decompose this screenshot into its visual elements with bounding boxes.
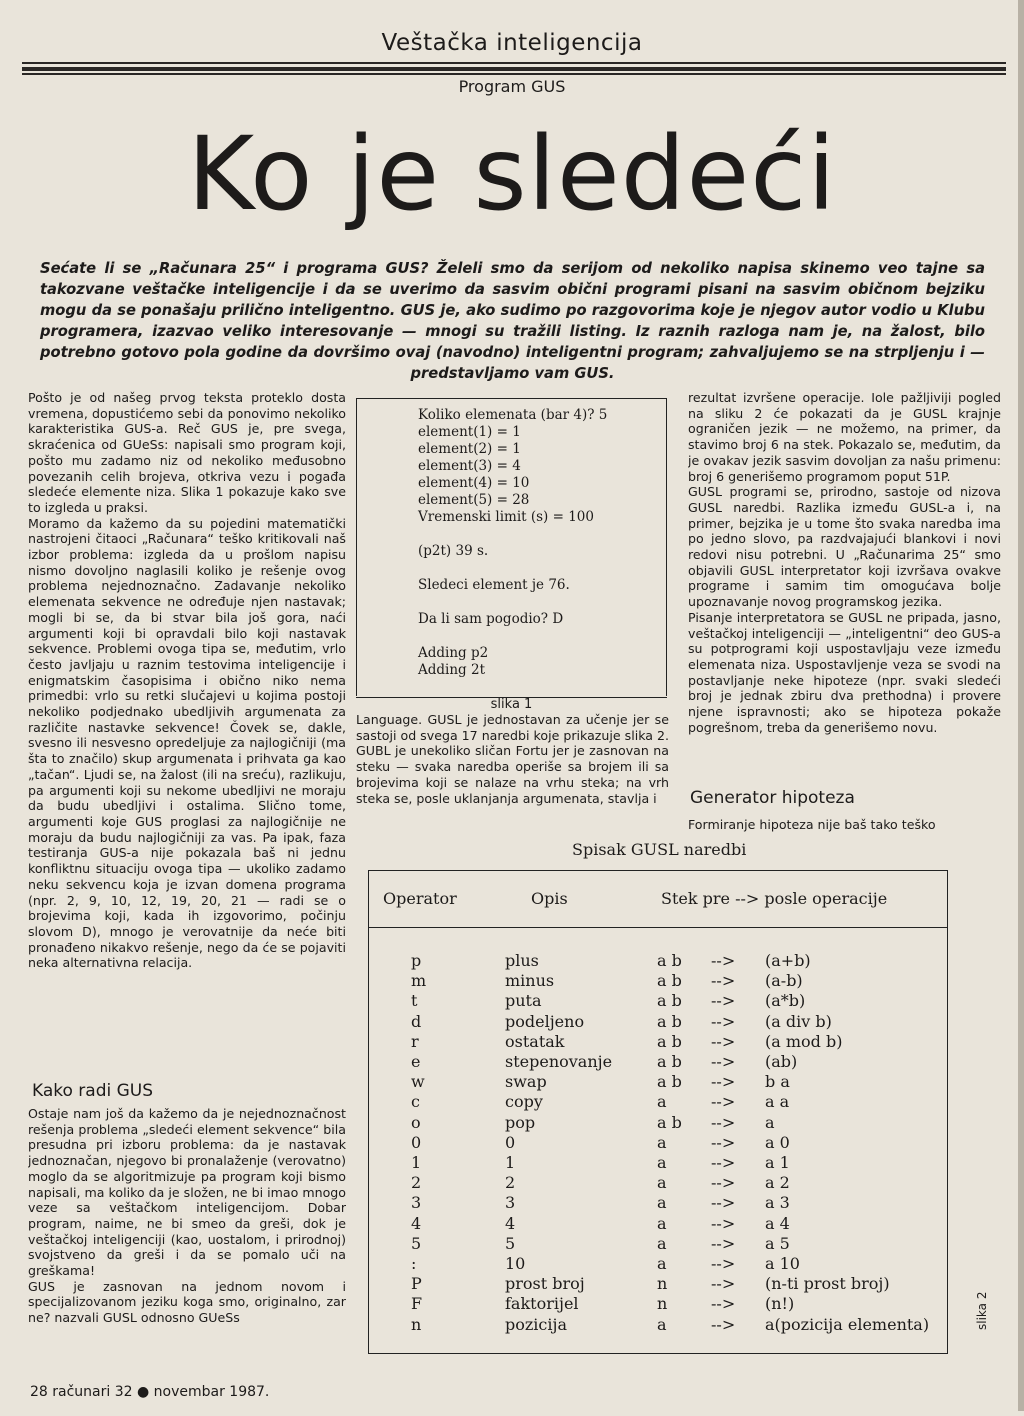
figure-1-line bbox=[418, 560, 667, 577]
figure-1-left-border bbox=[356, 398, 357, 696]
table-row bbox=[369, 1214, 947, 1234]
cell-opis: copy bbox=[505, 1092, 543, 1112]
cell-arrow: --> bbox=[711, 1254, 736, 1273]
cell-stack-before: a b bbox=[657, 951, 682, 970]
cell-arrow: --> bbox=[711, 1193, 736, 1213]
cell-opis: faktorijel bbox=[505, 1294, 579, 1314]
table-caption: Spisak GUSL naredbi bbox=[572, 840, 747, 859]
cell-operator: w bbox=[411, 1072, 425, 1092]
cell-opis: pozicija bbox=[505, 1314, 567, 1334]
table-row bbox=[369, 1294, 947, 1314]
cell-stack-after: a(pozicija elementa) bbox=[765, 1314, 930, 1334]
cell-stack-before: a bbox=[657, 1132, 667, 1152]
cell-arrow: --> bbox=[711, 1011, 736, 1031]
table-header-separator bbox=[369, 927, 947, 928]
cell-stack-before: n bbox=[657, 1274, 668, 1294]
figure-1-line bbox=[418, 594, 667, 611]
cell-operator: P bbox=[411, 1274, 422, 1294]
table-row bbox=[369, 971, 947, 991]
cell-stack-before: a bbox=[657, 1092, 667, 1112]
table-row bbox=[369, 951, 947, 971]
header-rule-top bbox=[22, 62, 1006, 64]
cell-opis: 2 bbox=[505, 1173, 516, 1193]
table-row bbox=[369, 1254, 947, 1274]
figure-1-caption: slika 1 bbox=[490, 697, 533, 712]
cell-opis: 10 bbox=[505, 1254, 526, 1273]
cell-operator: d bbox=[411, 1011, 422, 1031]
cell-stack-after: (a mod b) bbox=[765, 1031, 843, 1051]
figure-1-line: Sledeci element je 76. bbox=[418, 577, 570, 593]
figure-1-line: element(2) = 1 bbox=[418, 441, 521, 457]
table-row bbox=[369, 1133, 947, 1153]
table-row bbox=[369, 1274, 947, 1294]
cell-opis: prost broj bbox=[505, 1274, 585, 1294]
cell-stack-after: a 4 bbox=[765, 1213, 790, 1233]
cell-opis: ostatak bbox=[505, 1031, 565, 1051]
cell-stack-before: a b bbox=[657, 1011, 682, 1031]
cell-arrow: --> bbox=[711, 991, 736, 1011]
table-row bbox=[369, 1092, 947, 1112]
body-column-1-continued: Ostaje nam još da kažemo da je nejednoznačnost rešenja problema „sledeći element sekvence“ bila presudna pri izboru problema: da je nastavak jednoznačan, njegovo bi pronalaženje (verovatno) moglo da se algoritmizuje pa program koji bismo napisali, ma koliko da je složen, ne bi imao mnogo veze sa veštačkom inteligencijom. Dobar program, naime, ne bi smeo da greši, dok je veštačkoj inteligenciji (kao, uostalom, i prirodnoj) svojstveno da greši i da se pomalo uči na greškama! GUS je zasnovan na jednom novom i specijalizovanom jeziku koga smo, originalno, zar ne? nazvali GUSL odnosno GUeSs bbox=[28, 1106, 346, 1326]
cell-stack-after: (a+b) bbox=[765, 951, 811, 970]
cell-stack-after: b a bbox=[765, 1072, 790, 1092]
cell-stack-before: n bbox=[657, 1294, 668, 1314]
program-subtitle: Program GUS bbox=[458, 77, 566, 96]
cell-operator: 5 bbox=[411, 1233, 422, 1253]
cell-arrow: --> bbox=[711, 1173, 736, 1193]
cell-opis: puta bbox=[505, 991, 542, 1011]
cell-stack-before: a bbox=[657, 1193, 667, 1213]
cell-operator: 0 bbox=[411, 1132, 422, 1152]
figure-1-line: element(5) = 28 bbox=[418, 492, 530, 508]
cell-opis: stepenovanje bbox=[505, 1052, 613, 1071]
cell-stack-after: (a-b) bbox=[765, 971, 803, 991]
cell-arrow: --> bbox=[711, 1153, 736, 1172]
cell-stack-after: a a bbox=[765, 1092, 790, 1112]
cell-stack-before: a b bbox=[657, 1031, 682, 1051]
figure-1-line bbox=[418, 526, 667, 543]
cell-stack-before: a bbox=[657, 1233, 667, 1253]
cell-opis: 1 bbox=[505, 1153, 516, 1172]
figure-1-line: Da li sam pogodio? D bbox=[418, 611, 564, 627]
cell-arrow: --> bbox=[711, 1072, 736, 1092]
cell-arrow: --> bbox=[711, 1092, 736, 1112]
body-column-3: rezultat izvršene operacije. Iole pažljiviji pogled na sliku 2 će pokazati da je GUSL krajnje ograničen jezik — ne možemo, na primer, da stavimo broj 6 na stek. Pokazalo se, međutim, da je ovakav jezik sasvim dovoljan za našu primenu: broj 6 generišemo programom poput 51P. GUSL programi se, prirodno, sastoje od nizova GUSL naredbi. Razlika između GUSL-a i, na primer, bejzika je u tome što svaka naredba ima po jedno slovo, pa razdvajajući blankovi i novi redovi nisu potrebni. U „Računarima 25“ smo objavili GUSL interpretator koji izvršava ovakve programe i samim tim omogućava bolje upoznavanje novog programskog jezika. Pisanje interpretatora se GUSL ne pripada, jasno, veštačkoj inteligenciji — „inteligentni“ deo GUS-a su potprogrami koji uspostavljaju veze između elemenata niza. Uspostavljenje veza se svodi na postavljanje neke hipoteze (npr. svaki sledeći broj je jednak zbiru dva prethodna) i provere njene ispravnosti; ako se hipoteza pokaže pogrešnom, treba da generišemo novu. bbox=[688, 390, 1001, 735]
cell-operator: e bbox=[411, 1052, 421, 1071]
page-footer: 28 računari 32 ● novembar 1987. bbox=[30, 1384, 270, 1400]
body-column-1: Pošto je od našeg prvog teksta proteklo dosta vremena, dopustićemo sebi da ponovimo nekoliko karakteristika GUS-a. Reč GUS je, pre svega, skraćenica od GUeSs: napisali smo program koji, pošto mu zadamo niz od nekoliko međusobno povezanih celih brojeva, otkriva vezu i pogađa sledeće elemente niza. Slika 1 pokazuje kako sve to izgleda u praksi. Moramo da kažemo da su pojedini matematički nastrojeni čitaoci „Računara“ teško kritikovali naš izbor problema: izgleda da u prošlom napisu nismo dovoljno naglasili koliko je rešenje ovog problema nejednoznačno. Zadavanje nekoliko elemenata sekvence ne određuje njen nastavak; mogli bi se, da bi stvar bila još gora, naći argumenti koji bi opravdali bilo koji nastavak sekvence. Problemi ovoga tipa se, međutim, vrlo često javljaju u raznim testovima inteligencije i enigmatskim časopisima i obično niko nema primedbi: vrlo su retki slučajevi u kojima postoji nekoliko podjednako ubedljivih argumenata za različite nastavke sekvence! Čovek se, dakle, svesno ili nesvesno opredeljuje za najlogičniji (ma šta to značilo) skup argumenata i prihvata ga kao „tačan“. Ljudi se, na žalost (ili na sreću), razlikuju, pa argumenti koji su nekome ubedljivi ne moraju da budu ubedljivi i ostalima. Slično tome, argumenti koje GUS proglasi za najlogičnije ne moraju da budu najlogičniji za vas. Pa ipak, faza testiranja GUS-a nije pokazala baš ni jednu konfliktnu situaciju ovoga tipa — ukoliko zadamo neku sekvencu koja je izvan domena programa (npr. 2, 9, 10, 12, 19, 20, 21 — radi se o brojevima koji, kada ih izgovorimo, počinju slovom D), mnogo je verovatnije da neće biti pronađeno nikakvo rešenje, nego da će se pojaviti neka alternativna relacija. bbox=[28, 390, 346, 971]
cell-arrow: --> bbox=[711, 1314, 736, 1334]
cell-stack-after: a bbox=[765, 1112, 775, 1132]
table-header-stek: Stek pre --> posle operacije bbox=[661, 889, 888, 908]
cell-stack-before: a b bbox=[657, 971, 682, 991]
article-title: Ko je sledeći bbox=[187, 115, 837, 234]
figure-1-right-border bbox=[666, 398, 667, 696]
table-header-operator: Operator bbox=[383, 889, 457, 908]
cell-stack-after: a 1 bbox=[765, 1153, 790, 1172]
cell-opis: podeljeno bbox=[505, 1011, 585, 1031]
table-row bbox=[369, 1193, 947, 1213]
cell-opis: pop bbox=[505, 1112, 536, 1132]
cell-operator: r bbox=[411, 1031, 419, 1051]
cell-arrow: --> bbox=[711, 1052, 736, 1071]
cell-operator: 1 bbox=[411, 1153, 422, 1172]
figure-1-line: Adding p2 bbox=[418, 645, 489, 661]
cell-opis: minus bbox=[505, 971, 555, 991]
cell-arrow: --> bbox=[711, 1294, 736, 1314]
body-column-2: Language. GUSL je jednostavan za učenje jer se sastoji od svega 17 naredbi koje prikazuje slika 2. GUBL je unekoliko sličan Fortu jer je zasnovan na steku — svaka naredba operiše sa brojem ili sa brojevima koji se nalaze na vrhu steka; na vrh steka se, posle uklanjanja argumenata, stavlja i bbox=[356, 712, 669, 806]
section-heading-generator: Generator hipoteza bbox=[690, 788, 855, 808]
cell-stack-before: a bbox=[657, 1314, 667, 1334]
cell-stack-before: a bbox=[657, 1153, 667, 1172]
cell-operator: 4 bbox=[411, 1213, 422, 1233]
cell-operator: c bbox=[411, 1092, 420, 1112]
table-row bbox=[369, 1052, 947, 1072]
cell-opis: plus bbox=[505, 951, 539, 970]
cell-stack-after: a 5 bbox=[765, 1233, 790, 1253]
table-row bbox=[369, 1315, 947, 1335]
table-row bbox=[369, 991, 947, 1011]
cell-arrow: --> bbox=[711, 951, 736, 970]
figure-1-line: Koliko elemenata (bar 4)? 5 bbox=[418, 407, 608, 423]
cell-arrow: --> bbox=[711, 1233, 736, 1253]
cell-stack-before: a bbox=[657, 1173, 667, 1193]
cell-operator: : bbox=[411, 1254, 417, 1273]
figure-2-label: slika 2 bbox=[975, 1291, 989, 1330]
table-row bbox=[369, 1173, 947, 1193]
cell-operator: n bbox=[411, 1314, 422, 1334]
header-rule-bottom bbox=[22, 73, 1006, 75]
cell-stack-after: a 2 bbox=[765, 1173, 790, 1193]
intro-paragraph: Sećate li se „Računara 25“ i programa GUS? Želeli smo da serijom od nekoliko napisa skinemo veo tajne sa takozvane veštačke inteligencije i da se uverimo da sasvim obični programi pisani na sasvim običnom bejziku mogu da se ponašaju prilično inteligentno. GUS je, ako sudimo po razgovorima koje je njegov autor vodio u Klubu programera, izazvao veliko interesovanje — mnogi su tražili listing. Iz raznih razloga nam je, na žalost, bilo potrebno gotovo pola godine da dovršimo ovaj (navodno) inteligentni program; zahvaljujemo se na strpljenju i — predstavljamo vam GUS. bbox=[40, 260, 985, 382]
cell-arrow: --> bbox=[711, 1132, 736, 1152]
cell-stack-after: (n!) bbox=[765, 1294, 795, 1314]
header-rule-thick bbox=[22, 67, 1006, 71]
cell-arrow: --> bbox=[711, 1031, 736, 1051]
cell-stack-after: a 3 bbox=[765, 1193, 790, 1213]
cell-arrow: --> bbox=[711, 971, 736, 991]
cell-operator: t bbox=[411, 991, 418, 1011]
body-column-3-continued: Formiranje hipoteza nije baš tako teško bbox=[688, 817, 936, 832]
table-row bbox=[369, 1153, 947, 1173]
cell-stack-after: (n-ti prost broj) bbox=[765, 1274, 890, 1294]
cell-opis: 5 bbox=[505, 1233, 516, 1253]
cell-stack-after: (a*b) bbox=[765, 991, 806, 1011]
figure-1-line: element(4) = 10 bbox=[418, 475, 530, 491]
cell-operator: m bbox=[411, 971, 427, 991]
cell-stack-after: a 10 bbox=[765, 1254, 800, 1273]
figure-1-line: (p2t) 39 s. bbox=[418, 543, 489, 559]
cell-operator: p bbox=[411, 951, 422, 970]
gusl-commands-table bbox=[368, 870, 948, 1354]
cell-opis: 0 bbox=[505, 1132, 516, 1152]
cell-opis: 4 bbox=[505, 1213, 516, 1233]
figure-1-line: Adding 2t bbox=[418, 662, 485, 678]
cell-opis: swap bbox=[505, 1072, 547, 1092]
cell-stack-before: a b bbox=[657, 1112, 682, 1132]
table-row bbox=[369, 1234, 947, 1254]
cell-stack-after: (ab) bbox=[765, 1052, 798, 1071]
table-row bbox=[369, 1032, 947, 1052]
cell-stack-before: a b bbox=[657, 1072, 682, 1092]
section-title: Veštačka inteligencija bbox=[381, 30, 643, 56]
cell-stack-after: a 0 bbox=[765, 1132, 790, 1152]
table-row bbox=[369, 1113, 947, 1133]
cell-operator: o bbox=[411, 1112, 421, 1132]
cell-operator: 3 bbox=[411, 1193, 422, 1213]
cell-stack-before: a bbox=[657, 1254, 667, 1273]
cell-arrow: --> bbox=[711, 1213, 736, 1233]
figure-1-line: Vremenski limit (s) = 100 bbox=[418, 509, 594, 525]
figure-1-line: element(1) = 1 bbox=[418, 424, 521, 440]
cell-operator: 2 bbox=[411, 1173, 422, 1193]
table-row bbox=[369, 1012, 947, 1032]
cell-opis: 3 bbox=[505, 1193, 516, 1213]
cell-stack-before: a bbox=[657, 1213, 667, 1233]
cell-stack-before: a b bbox=[657, 991, 682, 1011]
figure-1-line bbox=[418, 628, 667, 645]
cell-arrow: --> bbox=[711, 1112, 736, 1132]
table-header-opis: Opis bbox=[531, 889, 568, 908]
table-row bbox=[369, 1072, 947, 1092]
cell-arrow: --> bbox=[711, 1274, 736, 1294]
cell-stack-before: a b bbox=[657, 1052, 682, 1071]
figure-1-output bbox=[356, 398, 667, 698]
cell-operator: F bbox=[411, 1294, 423, 1314]
section-heading-kako-radi: Kako radi GUS bbox=[32, 1081, 154, 1101]
figure-1-line: element(3) = 4 bbox=[418, 458, 521, 474]
cell-stack-after: (a div b) bbox=[765, 1011, 832, 1031]
